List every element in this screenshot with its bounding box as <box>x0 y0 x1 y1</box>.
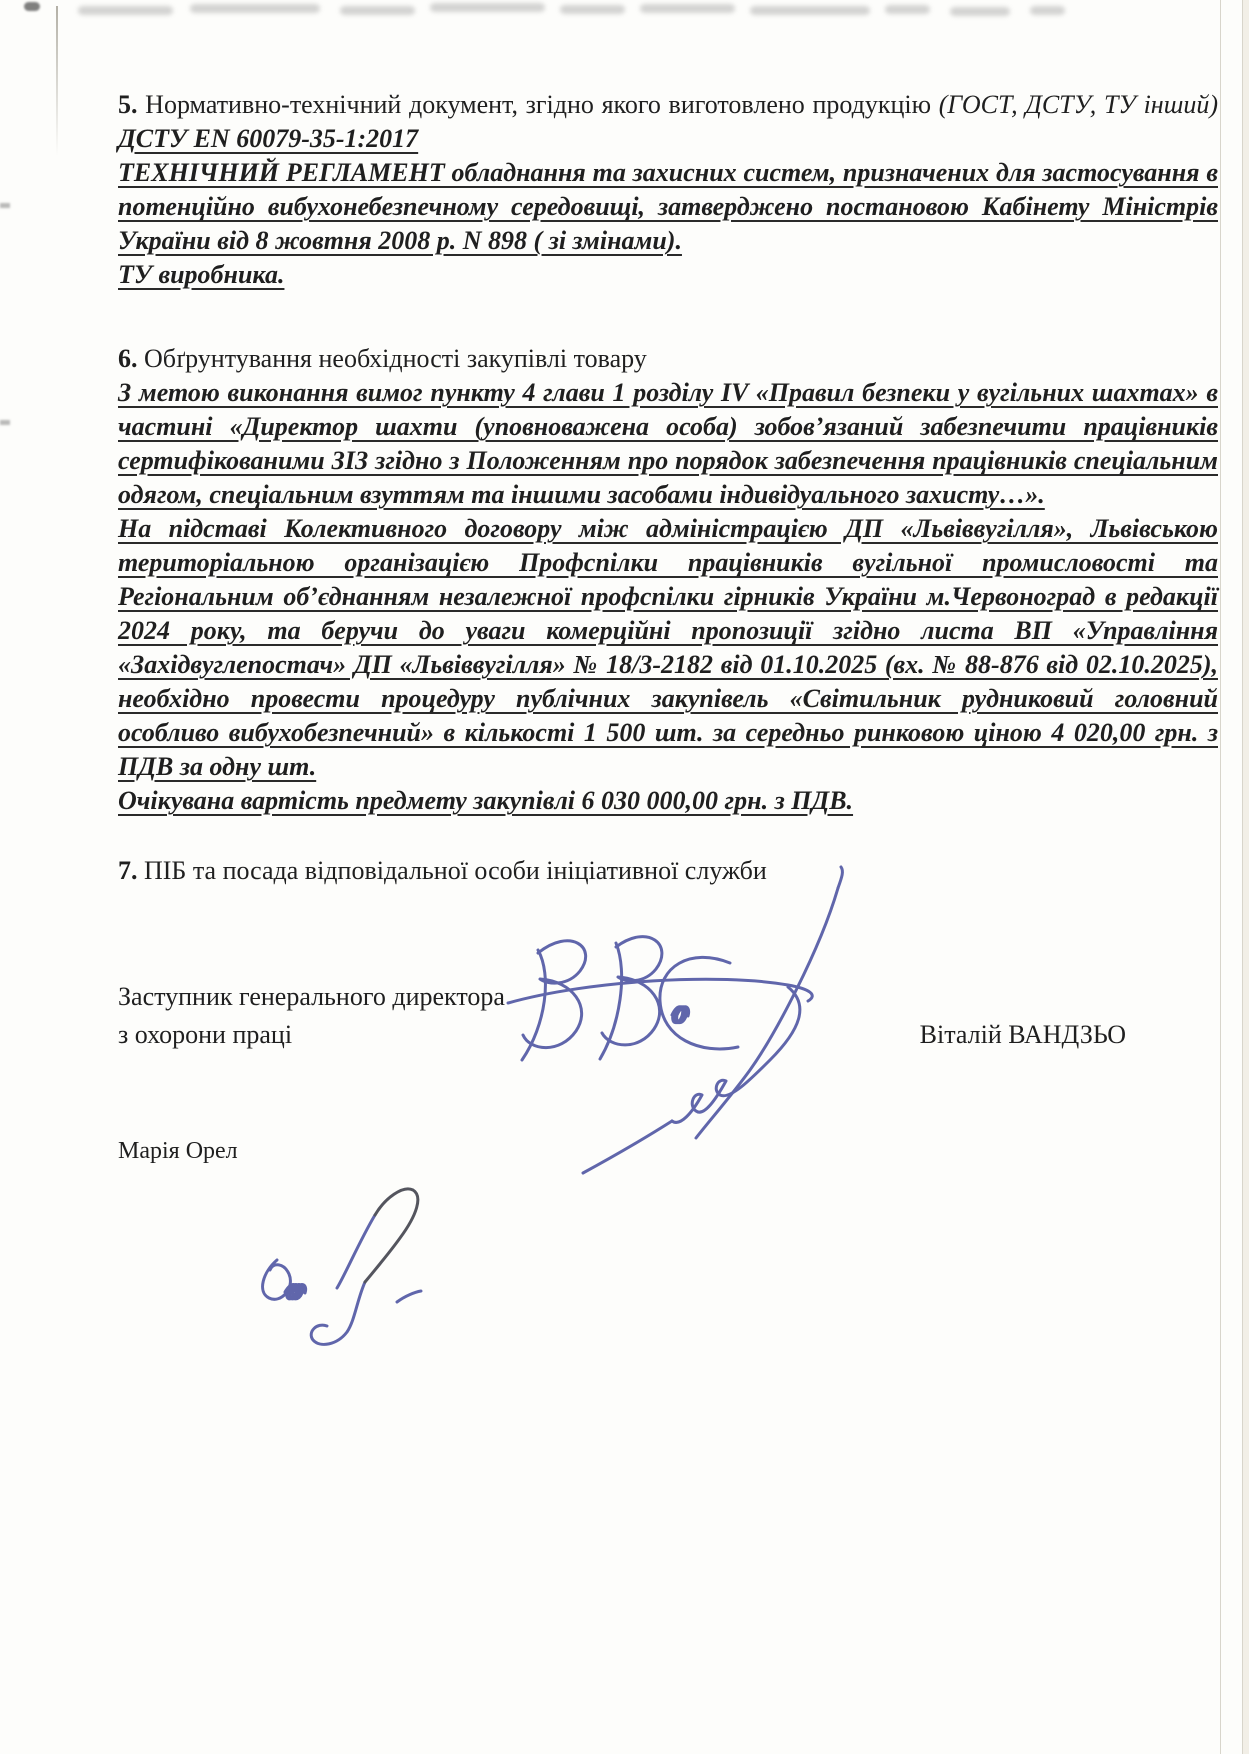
signatory-row-secondary <box>118 1138 1218 1165</box>
scan-artifact <box>640 4 735 13</box>
item7-heading <box>118 854 1218 888</box>
item5-number: 5. <box>118 90 138 119</box>
signatory-position-line1: Заступник генерального директора <box>118 982 505 1011</box>
item6-justification-paragraph-1: З метою виконання вимог пункту 4 глави 1 розділу IV «Правил безпеки у вугільних шахтах» в частині «Директор шахти (уповноважена особа) зобов’язаний забезпечити працівників сертифікованими ЗІЗ згідно з Положенням про порядок забезпечення працівників спеціальним одягом, спеціальним взуттям та іншими засобами індивідуального захисту…». <box>118 378 1218 509</box>
signatory-name: Віталій ВАНДЗЬО <box>919 1020 1126 1049</box>
scan-artifact <box>78 6 173 15</box>
item5-reglament-paragraph: ТЕХНІЧНИЙ РЕГЛАМЕНТ обладнання та захисних систем, призначених для застосування в потенційно вибухонебезпечному середовищі, затверджено постановою Кабінету Міністрів України від 8 жовтня 2008 р. N 898 ( зі змінами). <box>118 158 1218 255</box>
item5-standard-value: ДСТУ EN 60079-35-1:2017 <box>118 124 419 153</box>
scan-artifact <box>24 2 40 11</box>
scan-artifact <box>190 4 320 13</box>
item6-justification-paragraph-2: На підставі Колективного договору між адміністрацією ДП «Львіввугілля», Львівською територіальною організацією Профспілки працівників вугільної промисловості та Регіональним об’єднанням незалежної профспілки гірників України м.Червоноград в редакції 2024 року, та беручи до уваги комерційні пропозиції згідно листа ВП «Управління «Західвуглепостач» ДП «Львіввугілля» № 18/3-2182 від 01.10.2025 (вх. № 88-876 від 02.10.2025), необхідно провести процедуру публічних закупівель «Світильник рудниковий головний особливо вибухобезпечний» в кількості 1 500 шт. за середньо ринковою ціною 4 020,00 грн. з ПДВ за одну шт. <box>118 514 1218 781</box>
item6-number: 6. <box>118 344 138 373</box>
scan-edge-line <box>56 6 58 156</box>
paper-edge-line <box>1220 0 1221 1754</box>
scan-artifact <box>430 3 545 12</box>
document-content <box>118 88 1218 1165</box>
item7-title: ПІБ та посада відповідальної особи ініціативної служби <box>137 856 767 885</box>
item7-number: 7. <box>118 856 138 885</box>
item6-expected-value-line: Очікувана вартість предмету закупівлі 6 030 000,00 грн. з ПДВ. <box>118 786 854 815</box>
signatory-name-secondary: Марія Орел <box>118 1138 238 1164</box>
signatory-row-deputy-director <box>118 978 1218 1054</box>
item5-intro-text: Нормативно-технічний документ, згідно якого виготовлено продукцію <box>137 90 939 119</box>
paper-edge-band <box>1243 0 1249 1754</box>
scan-artifact <box>750 6 870 15</box>
item6-title: Обґрунтування необхідності закупівлі товару <box>137 344 647 373</box>
scan-artifact <box>560 5 625 14</box>
scan-artifact <box>0 420 10 425</box>
scan-artifact <box>950 7 1010 16</box>
scan-artifact <box>885 5 930 14</box>
item5-standards-hint: (ГОСТ, ДСТУ, ТУ інший) <box>938 90 1218 119</box>
handwritten-signature-orel <box>225 1180 455 1355</box>
scan-artifact <box>0 203 10 208</box>
item5-paragraph <box>118 88 1218 156</box>
scan-artifact <box>1030 6 1065 15</box>
scan-artifact <box>340 6 415 15</box>
item6-heading <box>118 342 1218 376</box>
signatory-position <box>118 978 658 1054</box>
signatory-position-line2: з охорони праці <box>118 1020 293 1049</box>
item5-tu-line: ТУ виробника. <box>118 260 285 289</box>
